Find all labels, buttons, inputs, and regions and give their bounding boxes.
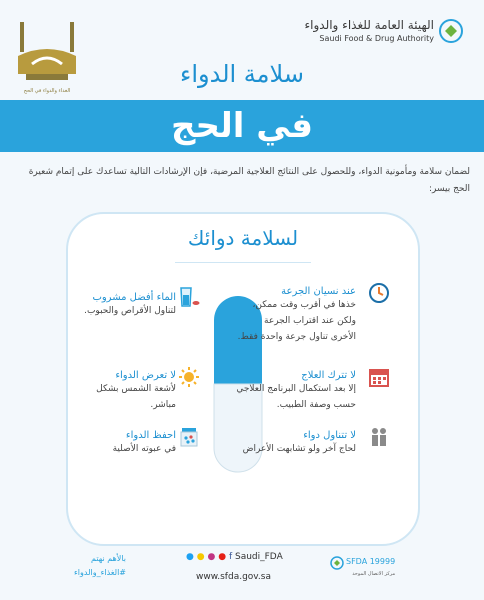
- tip-dont-stop: [236, 370, 356, 413]
- tip-water: [72, 292, 176, 319]
- snapchat-icon[interactable]: ●: [196, 552, 205, 562]
- title-line2: في الحج: [171, 106, 313, 146]
- social-handles[interactable]: [186, 552, 283, 562]
- tip-original-pack: [72, 430, 176, 457]
- tip-body: في عبوته الأصلية: [112, 444, 176, 454]
- card-title: لسلامة دوائك: [187, 226, 299, 250]
- sfda-header: [305, 18, 435, 43]
- sun-icon: [178, 366, 200, 388]
- tip-body: لتناول الأقراص والحبوب.: [84, 306, 176, 316]
- tip-missed-dose: [236, 286, 356, 345]
- tip-title: احفظ الدواء: [125, 430, 176, 441]
- slogan-hashtag[interactable]: #الغذاء_والدواء: [74, 568, 126, 577]
- call-center: [346, 556, 395, 580]
- call-center-sub: مركز الاتصال الموحد: [352, 571, 396, 577]
- title-line1: سلامة الدواء: [180, 60, 304, 88]
- website-link[interactable]: www.sfda.gov.sa: [196, 572, 271, 582]
- tip-title: الماء أفضل مشروب: [92, 292, 176, 303]
- twitter-icon[interactable]: ●: [186, 552, 194, 562]
- sfda-mini-logo-icon: [330, 556, 344, 570]
- calendar-icon: [368, 366, 390, 388]
- youtube-icon[interactable]: ●: [218, 552, 227, 562]
- tip-title: لا تترك العلاج: [301, 370, 356, 381]
- tip-title: عند نسيان الجرعة: [281, 286, 356, 297]
- tip-dont-share: [236, 430, 356, 457]
- tip-title: لا تعرض الدواء: [115, 370, 176, 381]
- call-center-label[interactable]: SFDA 19999: [346, 557, 396, 566]
- divider: [175, 262, 311, 263]
- slogan-line1: بالأهم نهتم: [91, 554, 126, 563]
- org-name-en: Saudi Food & Drug Authority: [319, 34, 434, 43]
- instagram-icon[interactable]: ●: [207, 552, 216, 562]
- tip-body: إلا بعد استكمال البرنامج العلاجي حسب وصفة الطبيب.: [236, 384, 356, 410]
- org-name-ar: الهيئة العامة للغذاء والدواء: [304, 18, 434, 32]
- social-handle[interactable]: Saudi_FDA: [234, 552, 283, 562]
- tip-body: لأشعة الشمس بشكل مباشر.: [96, 384, 176, 410]
- tip-body: لحاج آخر ولو تشابهت الأعراض: [242, 444, 356, 454]
- pill-bottle-icon: [178, 426, 200, 448]
- tip-sun: [72, 370, 176, 413]
- hajj-logo-caption: الغذاء والدواء في الحج: [23, 88, 71, 94]
- people-icon: [368, 426, 390, 448]
- tip-title: لا تتناول دواء: [303, 430, 356, 441]
- footer-slogan: [16, 552, 126, 580]
- water-glass-icon: [178, 286, 200, 308]
- intro-text: لضمان سلامة ومأمونية الدواء، وللحصول على النتائج العلاجية المرضية، فإن الإرشادات التالية تساعدك على إتمام شعيرة الحج بيسر:: [28, 167, 470, 194]
- facebook-icon[interactable]: f: [228, 552, 233, 562]
- clock-icon: [368, 282, 390, 304]
- sfda-logo-icon: [438, 18, 464, 44]
- tip-body: خذها في أقرب وقت ممكن، ولكن عند اقتراب الجرعة الأخرى تناول جرعة واحدة فقط.: [237, 300, 356, 342]
